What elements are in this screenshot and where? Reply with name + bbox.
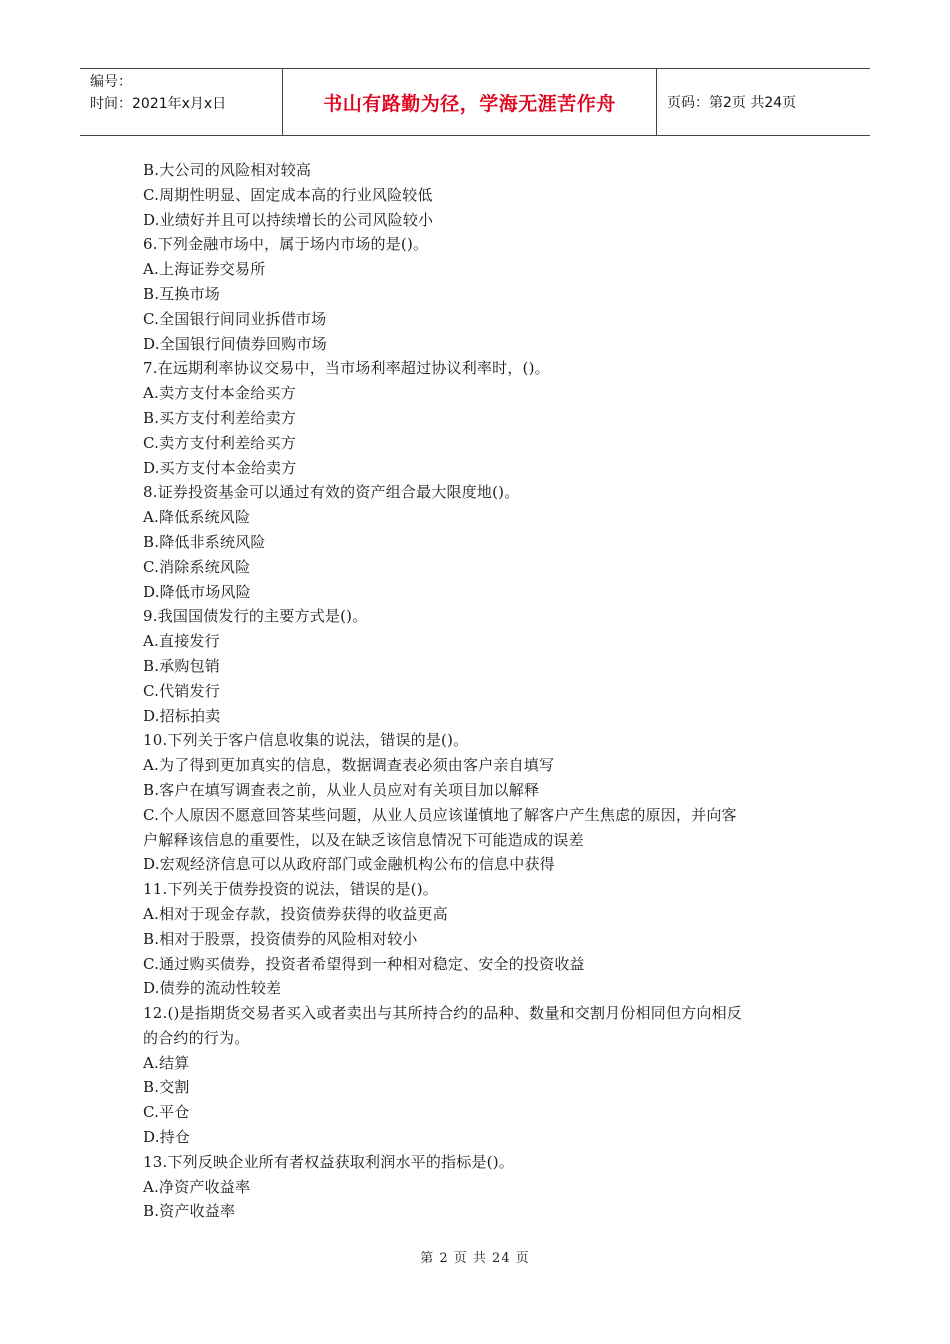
header-left-cell [80,69,282,135]
text-line: B.交割 [143,1078,190,1097]
text-line: D.买方支付本金给卖方 [143,458,297,477]
text-line: A.结算 [143,1053,190,1072]
text-line: A.净资产收益率 [143,1177,251,1196]
text-line: B.降低非系统风险 [143,532,266,551]
text-line: B.互换市场 [143,284,220,303]
text-line: 6.下列金融市场中，属于场内市场的是()。 [143,235,429,254]
serial-number-label: 编号： [90,74,132,90]
text-line: B.相对于股票，投资债券的风险相对较小 [143,929,418,948]
text-line: C.通过购买债券，投资者希望得到一种相对稳定、安全的投资收益 [143,954,585,973]
text-line: A.为了得到更加真实的信息，数据调查表必须由客户亲自填写 [143,756,555,775]
text-line: D.持仓 [143,1128,191,1147]
text-line: C.全国银行间同业拆借市场 [143,309,327,328]
text-line: B.大公司的风险相对较高 [143,161,312,179]
text-line: 12.()是指期货交易者买入或者卖出与其所持合约的品种、数量和交割月份相同但方向相反 [143,1004,742,1023]
text-line: 户解释该信息的重要性，以及在缺乏该信息情况下可能造成的误差 [143,830,584,849]
text-line: B.客户在填写调查表之前，从业人员应对有关项目加以解释 [143,780,540,799]
text-line: D.宏观经济信息可以从政府部门或金融机构公布的信息中获得 [143,855,555,874]
text-line: 11.下列关于债券投资的说法，错误的是()。 [143,880,438,899]
text-line: C.消除系统风险 [143,557,251,576]
text-line: D.债券的流动性较差 [143,979,282,998]
header-page-info: 页码：第2页 共24页 [667,95,797,111]
text-line: A.相对于现金存款，投资债券获得的收益更高 [143,904,448,923]
text-line: A.降低系统风险 [143,508,251,527]
text-line: 13.下列反映企业所有者权益获取利润水平的指标是()。 [143,1152,514,1171]
text-line: 7.在远期利率协议交易中，当市场利率超过协议利率时，()。 [143,359,550,378]
text-line: A.卖方支付本金给买方 [143,384,296,403]
header-motto: 书山有路勤为径，学海无涯苦作舟 [282,69,657,135]
text-line: A.直接发行 [143,632,220,651]
text-line: D.招标拍卖 [143,706,221,725]
text-line: B.资产收益率 [143,1202,236,1221]
page-header [80,68,870,136]
text-line: D.全国银行间债券回购市场 [143,334,327,353]
text-line: C.卖方支付利差给买方 [143,433,296,452]
text-line: B.承购包销 [143,656,220,675]
time-label: 时间：2021年x月x日 [90,96,227,112]
text-line: C.周期性明显、固定成本高的行业风险较低 [143,185,433,204]
text-line: A.上海证券交易所 [143,260,266,279]
text-line: B.买方支付利差给卖方 [143,408,296,427]
text-line: C.平仓 [143,1103,190,1122]
page-footer: 第 2 页 共 24 页 [420,1251,530,1266]
text-line: D.降低市场风险 [143,582,251,601]
text-line: D.业绩好并且可以持续增长的公司风险较小 [143,210,434,229]
text-line: 8.证券投资基金可以通过有效的资产组合最大限度地()。 [143,483,520,502]
text-line: C.个人原因不愿意回答某些问题，从业人员应该谨慎地了解客户产生焦虑的原因，并向客 [143,805,737,824]
text-line: 10.下列关于客户信息收集的说法，错误的是()。 [143,731,469,750]
text-line: 9.我国国债发行的主要方式是()。 [143,607,368,626]
text-line: C.代销发行 [143,681,220,700]
text-line: 的合约的行为。 [143,1028,250,1047]
document-body [143,158,815,1224]
